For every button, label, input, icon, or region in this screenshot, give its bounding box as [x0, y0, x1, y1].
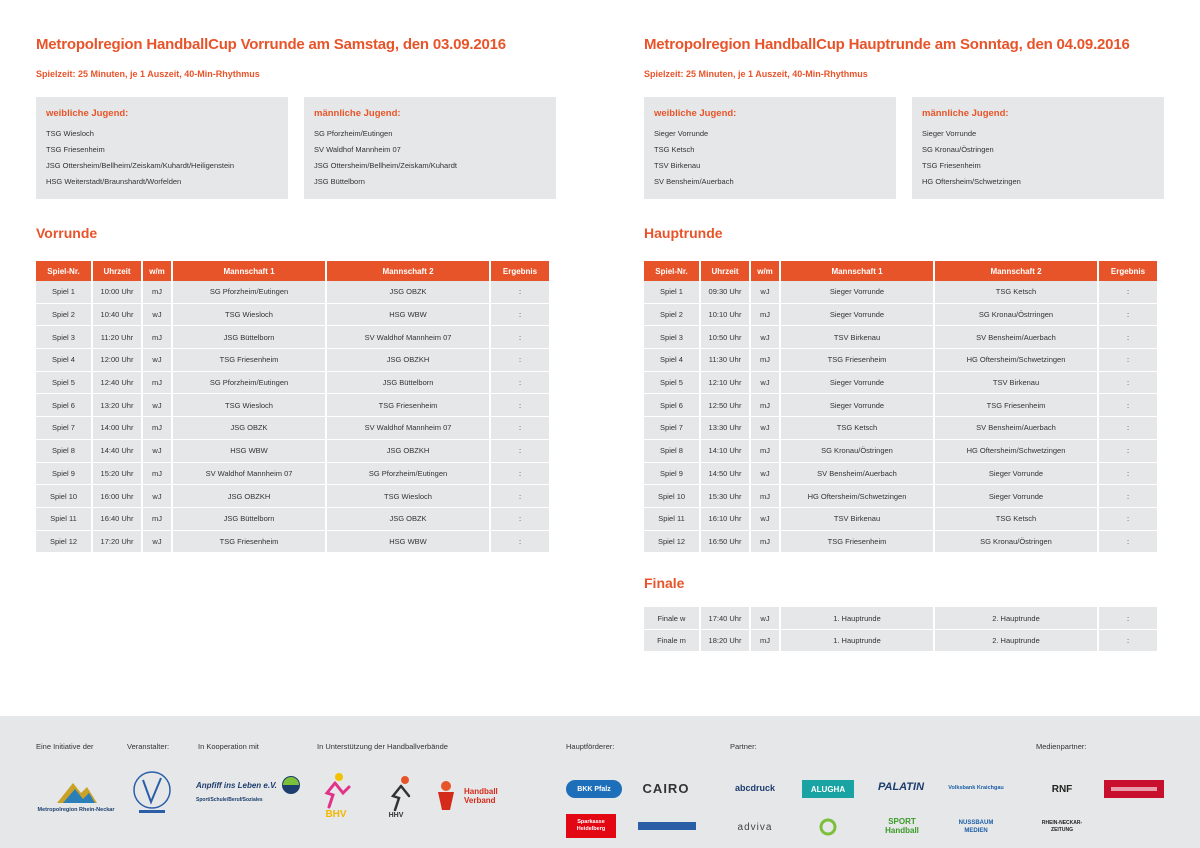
handball-player-icon: [317, 771, 355, 809]
metropolregion-logo: [37, 766, 115, 824]
team-item: SV Waldhof Mannheim 07: [314, 145, 401, 154]
finale-rows: [644, 607, 1157, 652]
cell-spiel-nr: Spiel 6: [644, 394, 699, 417]
cell-mannschaft-2: JSG OBZK: [327, 508, 489, 531]
sponsor-stripe-logo: [638, 822, 696, 830]
table-row: [36, 326, 549, 349]
verband-logo-text: Handball Verband: [464, 787, 498, 805]
cell-mannschaft-1: SG Pforzheim/Eutingen: [173, 281, 325, 304]
cell-wm: mJ: [143, 463, 171, 486]
adviva-logo: adviva: [737, 821, 773, 833]
cell-mannschaft-1: JSG OBZKH: [173, 485, 325, 508]
female-teams-box: [36, 97, 288, 199]
table-row: [644, 630, 1157, 653]
cell-mannschaft-2: TSG Ketsch: [935, 508, 1097, 531]
cell-spiel-nr: Spiel 12: [644, 531, 699, 554]
cell-uhrzeit: 16:50 Uhr: [701, 531, 749, 554]
cell-wm: mJ: [143, 508, 171, 531]
team-item: JSG Ottersheim/Bellheim/Zeiskam/Kuhardt: [314, 161, 457, 170]
cell-uhrzeit: 14:40 Uhr: [93, 440, 141, 463]
vorrunde-section-title: Vorrunde: [36, 225, 98, 241]
cell-ergebnis: :: [1099, 394, 1157, 417]
bhv-logo: [314, 764, 358, 826]
hauptrunde-title: Metropolregion HandballCup Hauptrunde am Sonntag, den 04.09.2016: [644, 36, 1130, 53]
cell-uhrzeit: 16:40 Uhr: [93, 508, 141, 531]
cell-uhrzeit: 15:30 Uhr: [701, 485, 749, 508]
cell-spiel-nr: Spiel 5: [644, 372, 699, 395]
hauptrunde-rows: [644, 281, 1157, 553]
team-item: Sieger Vorrunde: [922, 129, 977, 138]
hhv-player-icon: [375, 772, 417, 812]
team-item: JSG Büttelborn: [314, 177, 365, 186]
cell-ergebnis: :: [1099, 440, 1157, 463]
cell-wm: wJ: [751, 508, 779, 531]
table-row: [644, 531, 1157, 554]
cell-mannschaft-1: JSG Büttelborn: [173, 508, 325, 531]
header-spiel: Spiel-Nr.: [644, 261, 699, 281]
cell-ergebnis: :: [1099, 372, 1157, 395]
table-row: [36, 304, 549, 327]
male-teams-box: [912, 97, 1164, 199]
cell-spiel-nr: Spiel 8: [36, 440, 91, 463]
team-item: TSG Ketsch: [654, 145, 695, 154]
cell-wm: mJ: [143, 417, 171, 440]
cell-wm: wJ: [751, 417, 779, 440]
media-red-logo: [1104, 780, 1164, 798]
cell-spiel-nr: Finale m: [644, 630, 699, 653]
cell-spiel-nr: Spiel 9: [36, 463, 91, 486]
table-row: [644, 485, 1157, 508]
verband-icon: [432, 780, 460, 812]
table-row: [644, 417, 1157, 440]
cell-spiel-nr: Spiel 1: [36, 281, 91, 304]
cell-mannschaft-1: TSG Friesenheim: [173, 531, 325, 554]
cell-uhrzeit: 10:40 Uhr: [93, 304, 141, 327]
team-item: TSG Friesenheim: [46, 145, 105, 154]
table-row: [644, 281, 1157, 304]
sponsor-footer: [0, 716, 1200, 848]
header-mannschaft-1: Mannschaft 1: [781, 261, 933, 281]
cell-wm: wJ: [143, 394, 171, 417]
cell-uhrzeit: 11:20 Uhr: [93, 326, 141, 349]
table-row: [644, 372, 1157, 395]
table-row: [36, 531, 549, 554]
ball-icon: [281, 775, 301, 795]
cell-wm: wJ: [143, 485, 171, 508]
rhein-neckar-zeitung-logo: RHEIN-NECKAR-ZEITUNG: [1041, 820, 1083, 833]
abcdruck-logo: abcdruck: [734, 783, 776, 793]
cell-mannschaft-2: HSG WBW: [327, 304, 489, 327]
cell-ergebnis: :: [1099, 607, 1157, 630]
table-row: [36, 485, 549, 508]
hhv-logo-text: HHV: [388, 811, 404, 819]
label-initiative: Eine Initiative der: [36, 742, 94, 751]
cell-ergebnis: :: [1099, 326, 1157, 349]
cell-spiel-nr: Spiel 8: [644, 440, 699, 463]
cell-ergebnis: :: [491, 417, 549, 440]
cell-uhrzeit: 10:50 Uhr: [701, 326, 749, 349]
male-teams-box: [304, 97, 556, 199]
table-row: [644, 326, 1157, 349]
team-item: HSG Weiterstadt/Braunshardt/Worfelden: [46, 177, 182, 186]
label-media: Medienpartner:: [1036, 742, 1087, 751]
table-row: [644, 508, 1157, 531]
cell-wm: mJ: [143, 372, 171, 395]
cell-uhrzeit: 16:00 Uhr: [93, 485, 141, 508]
cell-ergebnis: :: [1099, 463, 1157, 486]
partner-green-logo: [800, 818, 856, 836]
cell-spiel-nr: Spiel 3: [36, 326, 91, 349]
vorrunde-table: [34, 261, 551, 553]
cell-uhrzeit: 14:00 Uhr: [93, 417, 141, 440]
hauptrunde-section-title: Hauptrunde: [644, 225, 723, 241]
cell-mannschaft-2: 2. Hauptrunde: [935, 607, 1097, 630]
cell-ergebnis: :: [1099, 630, 1157, 653]
team-item: TSG Wiesloch: [46, 129, 94, 138]
header-mannschaft-2: Mannschaft 2: [935, 261, 1097, 281]
cell-ergebnis: :: [1099, 485, 1157, 508]
cell-mannschaft-2: HSG WBW: [327, 531, 489, 554]
cell-mannschaft-1: SV Bensheim/Auerbach: [781, 463, 933, 486]
table-row: [36, 281, 549, 304]
cell-wm: wJ: [143, 349, 171, 372]
cell-wm: wJ: [751, 372, 779, 395]
partner-circle-icon: [819, 818, 837, 836]
cell-uhrzeit: 14:10 Uhr: [701, 440, 749, 463]
cell-mannschaft-1: 1. Hauptrunde: [781, 630, 933, 653]
label-partner: Partner:: [730, 742, 757, 751]
table-row: [644, 463, 1157, 486]
cell-mannschaft-2: SV Waldhof Mannheim 07: [327, 417, 489, 440]
team-item: SG Kronau/Östringen: [922, 145, 994, 154]
cell-mannschaft-1: Sieger Vorrunde: [781, 394, 933, 417]
cell-mannschaft-2: 2. Hauptrunde: [935, 630, 1097, 653]
cell-ergebnis: :: [491, 394, 549, 417]
cell-uhrzeit: 10:10 Uhr: [701, 304, 749, 327]
team-item: TSG Friesenheim: [922, 161, 981, 170]
label-main-sponsor: Hauptförderer:: [566, 742, 615, 751]
cell-mannschaft-1: TSG Friesenheim: [173, 349, 325, 372]
cell-wm: mJ: [751, 630, 779, 653]
label-organizer: Veranstalter:: [127, 742, 170, 751]
label-cooperation: In Kooperation mit: [198, 742, 259, 751]
cell-spiel-nr: Spiel 4: [644, 349, 699, 372]
team-item: SG Pforzheim/Eutingen: [314, 129, 393, 138]
anpfiff-logo-text: Anpfiff ins Leben e.V.: [196, 780, 277, 790]
cell-mannschaft-2: JSG OBZKH: [327, 440, 489, 463]
bhv-logo-text: BHV: [325, 808, 347, 820]
cell-mannschaft-2: TSV Birkenau: [935, 372, 1097, 395]
cell-mannschaft-2: JSG OBZK: [327, 281, 489, 304]
cell-ergebnis: :: [491, 281, 549, 304]
cell-uhrzeit: 12:50 Uhr: [701, 394, 749, 417]
table-row: [36, 349, 549, 372]
table-header-row: [644, 261, 1157, 281]
cell-uhrzeit: 12:00 Uhr: [93, 349, 141, 372]
cairo-logo: CAIRO: [642, 780, 690, 796]
header-uhrzeit: Uhrzeit: [93, 261, 141, 281]
cell-uhrzeit: 12:10 Uhr: [701, 372, 749, 395]
table-row: [36, 372, 549, 395]
cell-mannschaft-2: JSG Büttelborn: [327, 372, 489, 395]
cell-wm: wJ: [751, 281, 779, 304]
table-header-row: [36, 261, 549, 281]
cell-mannschaft-2: TSG Ketsch: [935, 281, 1097, 304]
cell-ergebnis: :: [491, 372, 549, 395]
cell-mannschaft-2: HG Oftersheim/Schwetzingen: [935, 440, 1097, 463]
team-item: HG Oftersheim/Schwetzingen: [922, 177, 1021, 186]
header-mannschaft-2: Mannschaft 2: [327, 261, 489, 281]
hauptrunde-column: [644, 36, 1164, 652]
cell-spiel-nr: Spiel 12: [36, 531, 91, 554]
cell-spiel-nr: Spiel 10: [644, 485, 699, 508]
vorrunde-title: Metropolregion HandballCup Vorrunde am Samstag, den 03.09.2016: [36, 36, 506, 53]
vorrunde-column: [36, 36, 556, 553]
cell-ergebnis: :: [1099, 349, 1157, 372]
sparkasse-logo: Sparkasse Heidelberg: [566, 814, 616, 838]
cell-spiel-nr: Spiel 10: [36, 485, 91, 508]
cell-wm: mJ: [143, 326, 171, 349]
cell-wm: mJ: [751, 440, 779, 463]
table-row: [36, 440, 549, 463]
cell-spiel-nr: Spiel 5: [36, 372, 91, 395]
cell-uhrzeit: 17:20 Uhr: [93, 531, 141, 554]
female-heading: weibliche Jugend:: [654, 108, 737, 119]
team-item: JSG Ottersheim/Bellheim/Zeiskam/Kuhardt/Heiligenstein: [46, 161, 234, 170]
cell-uhrzeit: 10:00 Uhr: [93, 281, 141, 304]
anpfiff-logo-row: [196, 775, 301, 795]
team-item: TSV Birkenau: [654, 161, 701, 170]
cell-ergebnis: :: [491, 463, 549, 486]
team-item: Sieger Vorrunde: [654, 129, 709, 138]
cell-wm: mJ: [751, 304, 779, 327]
cell-ergebnis: :: [491, 440, 549, 463]
cell-mannschaft-2: SG Pforzheim/Eutingen: [327, 463, 489, 486]
cell-wm: wJ: [751, 326, 779, 349]
cell-spiel-nr: Spiel 2: [644, 304, 699, 327]
cell-uhrzeit: 11:30 Uhr: [701, 349, 749, 372]
cell-spiel-nr: Spiel 11: [644, 508, 699, 531]
cell-mannschaft-1: TSV Birkenau: [781, 326, 933, 349]
cell-mannschaft-2: JSG OBZKH: [327, 349, 489, 372]
cell-uhrzeit: 13:30 Uhr: [701, 417, 749, 440]
cell-wm: mJ: [751, 394, 779, 417]
cell-spiel-nr: Finale w: [644, 607, 699, 630]
finale-table: [642, 607, 1159, 652]
male-heading: männliche Jugend:: [922, 108, 1009, 119]
cell-spiel-nr: Spiel 1: [644, 281, 699, 304]
vorrunde-subtitle: Spielzeit: 25 Minuten, je 1 Auszeit, 40-Min-Rhythmus: [36, 69, 260, 79]
cell-mannschaft-1: TSG Friesenheim: [781, 531, 933, 554]
header-spiel: Spiel-Nr.: [36, 261, 91, 281]
cell-mannschaft-1: TSG Wiesloch: [173, 304, 325, 327]
table-row: [36, 508, 549, 531]
hauptrunde-teams: [644, 97, 1164, 199]
cell-wm: wJ: [751, 607, 779, 630]
metropolregion-logo-text: Metropolregion Rhein-Neckar: [37, 807, 115, 813]
cell-mannschaft-2: Sieger Vorrunde: [935, 463, 1097, 486]
veranstalter-logo: [130, 764, 174, 822]
cell-ergebnis: :: [491, 485, 549, 508]
cell-uhrzeit: 14:50 Uhr: [701, 463, 749, 486]
cell-ergebnis: :: [1099, 417, 1157, 440]
cell-ergebnis: :: [491, 531, 549, 554]
cell-mannschaft-1: SG Kronau/Östringen: [781, 440, 933, 463]
cell-spiel-nr: Spiel 2: [36, 304, 91, 327]
table-row: [36, 463, 549, 486]
cell-mannschaft-1: Sieger Vorrunde: [781, 304, 933, 327]
team-item: SV Bensheim/Auerbach: [654, 177, 734, 186]
cell-wm: mJ: [751, 485, 779, 508]
header-wm: w/m: [751, 261, 779, 281]
cell-mannschaft-2: TSG Friesenheim: [327, 394, 489, 417]
header-ergebnis: Ergebnis: [1099, 261, 1157, 281]
bkk-pfalz-logo: BKK Pfalz: [566, 780, 622, 798]
cell-spiel-nr: Spiel 7: [644, 417, 699, 440]
vorrunde-rows: [36, 281, 549, 553]
cell-wm: mJ: [751, 349, 779, 372]
table-row: [644, 394, 1157, 417]
veranstalter-logo-icon: [131, 766, 173, 820]
cell-mannschaft-1: TSG Friesenheim: [781, 349, 933, 372]
cell-mannschaft-2: Sieger Vorrunde: [935, 485, 1097, 508]
male-heading: männliche Jugend:: [314, 108, 401, 119]
cell-uhrzeit: 13:20 Uhr: [93, 394, 141, 417]
cell-ergebnis: :: [1099, 281, 1157, 304]
metropolregion-logo-icon: [53, 777, 99, 805]
cell-ergebnis: :: [1099, 304, 1157, 327]
cell-mannschaft-1: JSG OBZK: [173, 417, 325, 440]
cell-mannschaft-2: SV Bensheim/Auerbach: [935, 326, 1097, 349]
cell-mannschaft-2: SV Waldhof Mannheim 07: [327, 326, 489, 349]
cell-mannschaft-1: TSG Ketsch: [781, 417, 933, 440]
header-ergebnis: Ergebnis: [491, 261, 549, 281]
cell-mannschaft-2: HG Oftersheim/Schwetzingen: [935, 349, 1097, 372]
cell-mannschaft-1: HG Oftersheim/Schwetzingen: [781, 485, 933, 508]
nussbaum-logo: NUSSBAUM MEDIEN: [958, 820, 994, 834]
cell-spiel-nr: Spiel 7: [36, 417, 91, 440]
cell-wm: wJ: [143, 440, 171, 463]
table-row: [36, 417, 549, 440]
cell-mannschaft-2: TSG Wiesloch: [327, 485, 489, 508]
cell-wm: wJ: [751, 463, 779, 486]
hhv-logo: [372, 764, 420, 826]
cell-ergebnis: :: [1099, 531, 1157, 554]
header-mannschaft-1: Mannschaft 1: [173, 261, 325, 281]
cell-spiel-nr: Spiel 11: [36, 508, 91, 531]
cell-uhrzeit: 18:20 Uhr: [701, 630, 749, 653]
female-teams-box: [644, 97, 896, 199]
cell-mannschaft-1: SG Pforzheim/Eutingen: [173, 372, 325, 395]
cell-mannschaft-1: Sieger Vorrunde: [781, 372, 933, 395]
cell-mannschaft-2: SV Bensheim/Auerbach: [935, 417, 1097, 440]
female-heading: weibliche Jugend:: [46, 108, 129, 119]
cell-wm: mJ: [143, 281, 171, 304]
cell-mannschaft-2: SG Kronau/Östringen: [935, 531, 1097, 554]
cell-mannschaft-1: TSG Wiesloch: [173, 394, 325, 417]
hauptrunde-table: [642, 261, 1159, 553]
cell-ergebnis: :: [491, 349, 549, 372]
cell-wm: wJ: [143, 304, 171, 327]
cell-uhrzeit: 15:20 Uhr: [93, 463, 141, 486]
alugha-logo: ALUGHA: [802, 780, 854, 798]
table-row: [644, 349, 1157, 372]
cell-uhrzeit: 16:10 Uhr: [701, 508, 749, 531]
rnf-logo: RNF: [1051, 783, 1073, 795]
cell-ergebnis: :: [1099, 508, 1157, 531]
table-row: [644, 607, 1157, 630]
anpfiff-logo: [196, 768, 288, 810]
volksbank-logo: Volksbank Kraichgau: [948, 784, 1004, 791]
table-row: [644, 304, 1157, 327]
cell-wm: mJ: [751, 531, 779, 554]
anpfiff-logo-sub: Sport/Schule/Beruf/Soziales: [196, 797, 263, 803]
hauptrunde-subtitle: Spielzeit: 25 Minuten, je 1 Auszeit, 40-Min-Rhythmus: [644, 69, 868, 79]
cell-spiel-nr: Spiel 3: [644, 326, 699, 349]
cell-spiel-nr: Spiel 6: [36, 394, 91, 417]
cell-mannschaft-1: SV Waldhof Mannheim 07: [173, 463, 325, 486]
finale-section-title: Finale: [644, 575, 685, 592]
cell-ergebnis: :: [491, 508, 549, 531]
header-uhrzeit: Uhrzeit: [701, 261, 749, 281]
cell-mannschaft-2: SG Kronau/Östrringen: [935, 304, 1097, 327]
label-support: In Unterstützung der Handballverbände: [317, 742, 448, 751]
cell-mannschaft-1: 1. Hauptrunde: [781, 607, 933, 630]
cell-uhrzeit: 12:40 Uhr: [93, 372, 141, 395]
cell-mannschaft-1: JSG Büttelborn: [173, 326, 325, 349]
handball-verband-logo: [432, 776, 508, 816]
cell-uhrzeit: 17:40 Uhr: [701, 607, 749, 630]
cell-ergebnis: :: [491, 304, 549, 327]
cell-mannschaft-1: HSG WBW: [173, 440, 325, 463]
cell-ergebnis: :: [491, 326, 549, 349]
sport-handball-logo: SPORT Handball: [885, 817, 919, 835]
cell-wm: wJ: [143, 531, 171, 554]
cell-mannschaft-2: TSG Friesenheim: [935, 394, 1097, 417]
cell-spiel-nr: Spiel 4: [36, 349, 91, 372]
vorrunde-teams: [36, 97, 556, 199]
media-red-logo-icon: [1109, 784, 1159, 794]
cell-uhrzeit: 09:30 Uhr: [701, 281, 749, 304]
header-wm: w/m: [143, 261, 171, 281]
cell-mannschaft-1: Sieger Vorrunde: [781, 281, 933, 304]
palatin-logo: PALATIN: [877, 781, 925, 793]
cell-spiel-nr: Spiel 9: [644, 463, 699, 486]
cell-mannschaft-1: TSV Birkenau: [781, 508, 933, 531]
table-row: [644, 440, 1157, 463]
table-row: [36, 394, 549, 417]
